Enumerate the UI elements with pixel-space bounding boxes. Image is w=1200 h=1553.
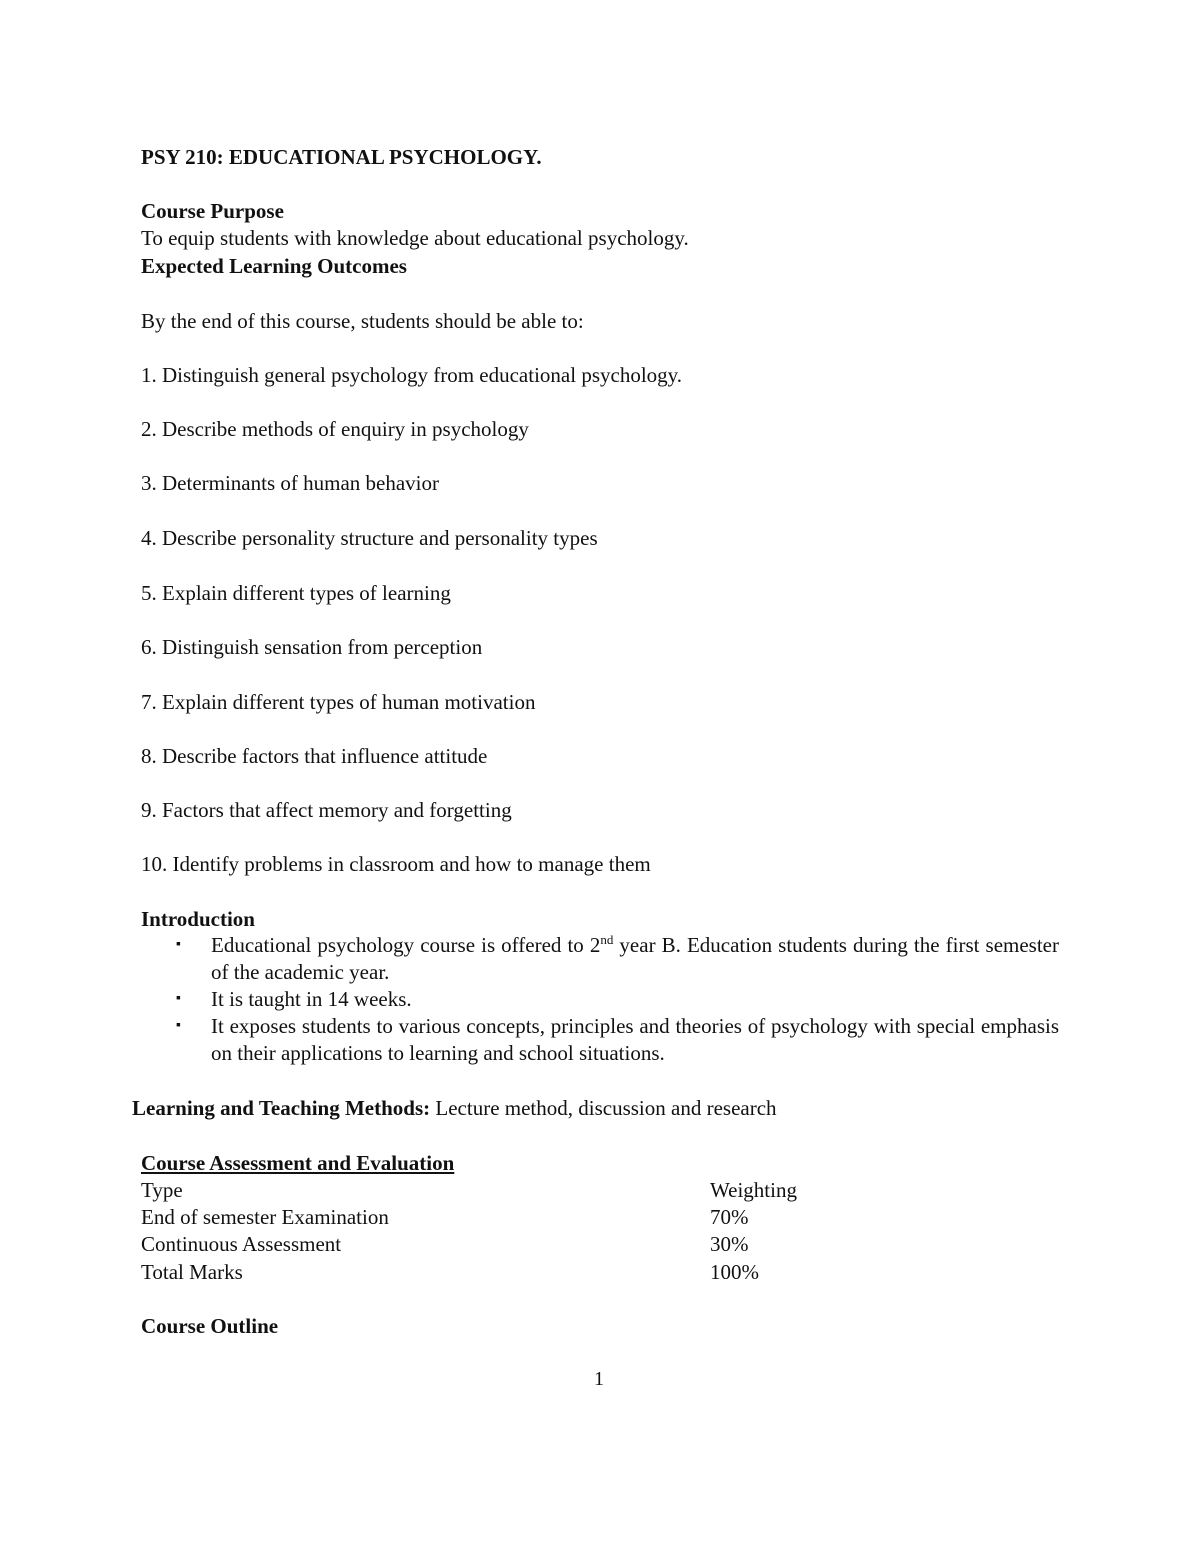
table-header-weighting: Weighting	[710, 1178, 797, 1202]
list-item	[141, 363, 682, 388]
list-item	[141, 635, 482, 660]
list-item	[141, 744, 487, 769]
table-cell-weight: 100%	[710, 1260, 759, 1284]
item-number: 4.	[141, 526, 157, 550]
course-outline-heading: Course Outline	[141, 1314, 279, 1338]
intro-bullet-1: Educational psychology course is offered to 2nd year B. Education students during the first semester of the academic year.	[211, 932, 1059, 984]
bullet-icon: ▪	[176, 1018, 181, 1033]
item-text: Explain different types of human motivation	[162, 690, 536, 714]
item-number: 10.	[141, 852, 168, 876]
item-number: 3.	[141, 471, 157, 495]
item-number: 9.	[141, 798, 157, 822]
table-cell-type: End of semester Examination	[141, 1205, 389, 1229]
item-text: Explain different types of learning	[162, 581, 451, 605]
introduction-heading: Introduction	[141, 907, 255, 931]
item-number: 1.	[141, 363, 157, 387]
bullet-icon: ▪	[176, 991, 181, 1006]
item-number: 2.	[141, 417, 157, 441]
item-number: 5.	[141, 581, 157, 605]
list-item	[141, 581, 451, 606]
item-text: Factors that affect memory and forgetting	[162, 798, 512, 822]
teaching-methods-text: Lecture method, discussion and research	[430, 1096, 777, 1120]
table-cell-weight: 70%	[710, 1205, 749, 1229]
list-item	[141, 471, 439, 496]
intro-bullet-3: It exposes students to various concepts, principles and theories of psychology with special emphasis on their applications to learning and school situations.	[211, 1014, 1059, 1065]
list-item	[141, 852, 651, 877]
teaching-methods-label: Learning and Teaching Methods:	[132, 1096, 431, 1120]
item-number: 7.	[141, 690, 157, 714]
learning-outcomes-intro: By the end of this course, students should be able to:	[141, 309, 584, 333]
teaching-methods	[132, 1096, 777, 1121]
item-number: 8.	[141, 744, 157, 768]
item-text: Determinants of human behavior	[162, 471, 439, 495]
list-item	[141, 690, 535, 715]
item-text: Identify problems in classroom and how to manage them	[172, 852, 651, 876]
page-title: PSY 210: EDUCATIONAL PSYCHOLOGY.	[141, 145, 542, 169]
item-text: Describe factors that influence attitude	[162, 744, 488, 768]
item-number: 6.	[141, 635, 157, 659]
item-text: Describe personality structure and personality types	[162, 526, 598, 550]
table-cell-type: Continuous Assessment	[141, 1232, 342, 1256]
item-text: Describe methods of enquiry in psychology	[162, 417, 529, 441]
page-number: 1	[594, 1368, 604, 1390]
intro-bullet-2: It is taught in 14 weeks.	[211, 987, 412, 1011]
table-cell-type: Total Marks	[141, 1260, 243, 1284]
course-purpose-text: To equip students with knowledge about educational psychology.	[141, 226, 689, 250]
list-item	[141, 526, 598, 551]
list-item	[141, 417, 529, 442]
list-item	[141, 798, 512, 823]
bullet-icon: ▪	[176, 937, 181, 952]
table-header-type: Type	[141, 1178, 183, 1202]
assessment-heading: Course Assessment and Evaluation	[141, 1151, 455, 1175]
table-cell-weight: 30%	[710, 1232, 749, 1256]
item-text: Distinguish sensation from perception	[162, 635, 483, 659]
item-text: Distinguish general psychology from educational psychology.	[162, 363, 683, 387]
learning-outcomes-heading: Expected Learning Outcomes	[141, 254, 407, 278]
course-purpose-heading: Course Purpose	[141, 199, 284, 223]
